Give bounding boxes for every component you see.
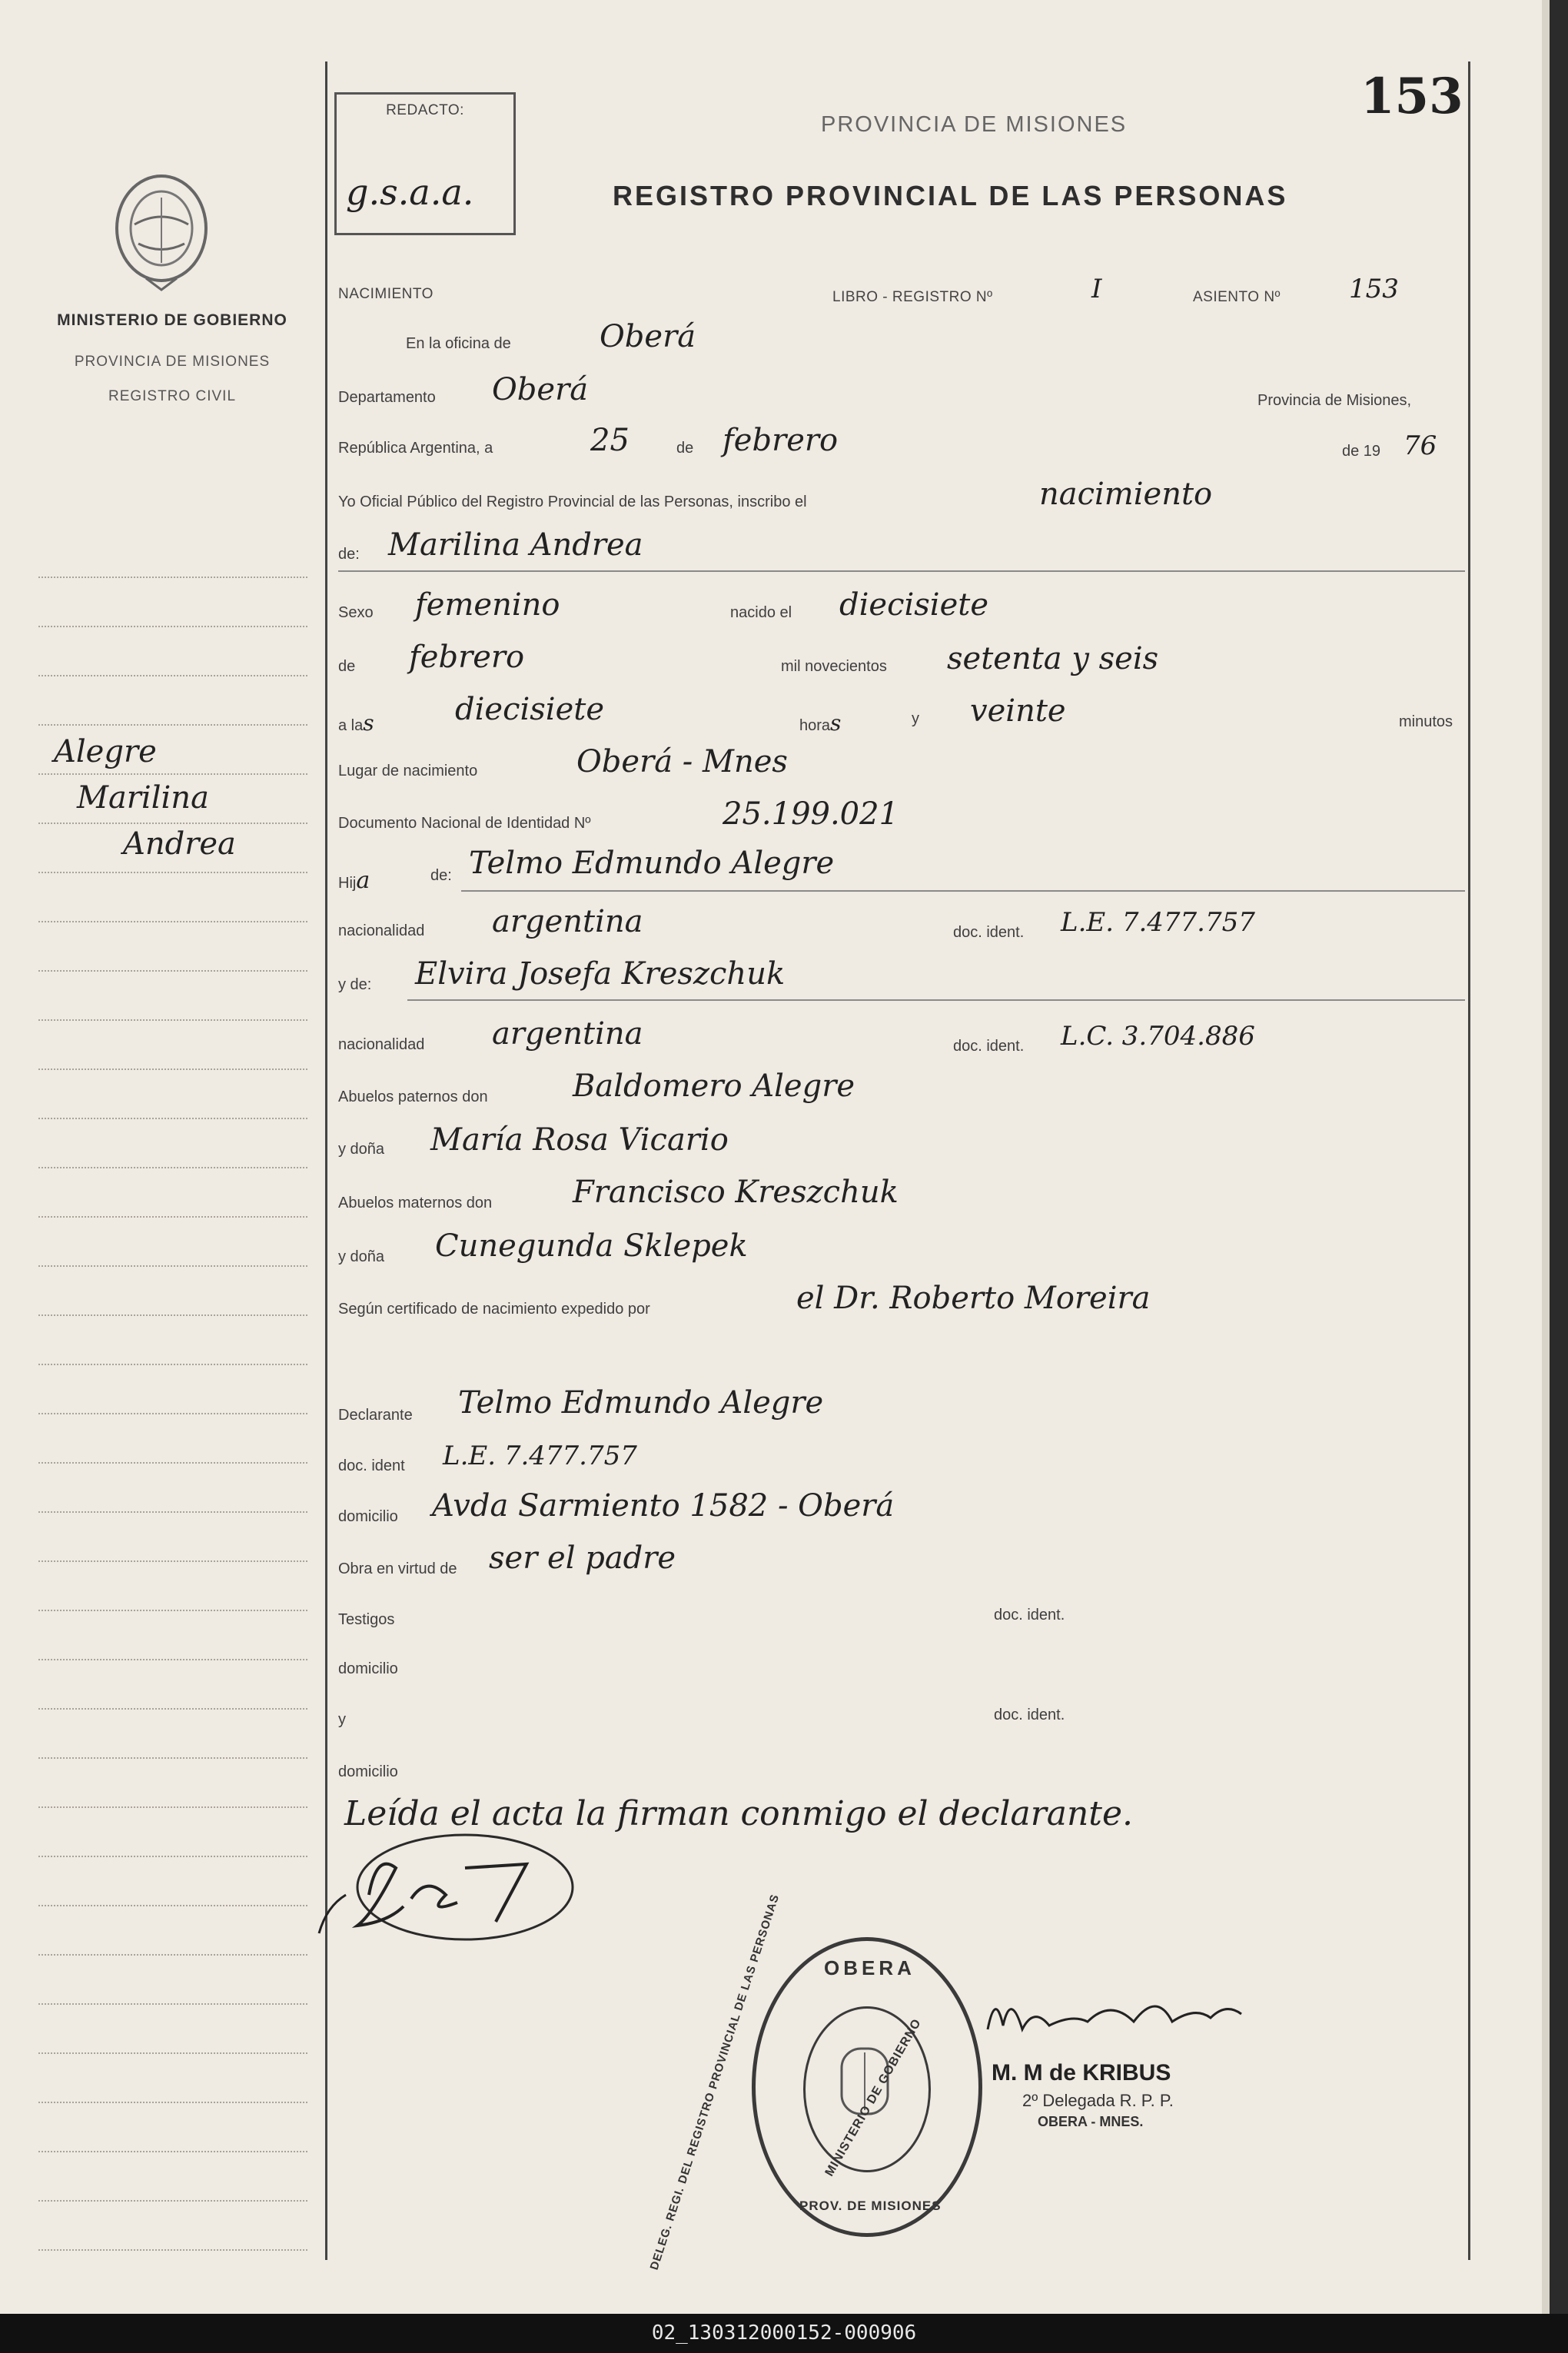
- margin-dotted-line: [38, 2249, 307, 2251]
- minutos-value: veinte: [970, 693, 1066, 729]
- republica-label: República Argentina, a: [338, 440, 493, 457]
- margin-dotted-line: [38, 1413, 307, 1414]
- asiento-value: 153: [1349, 274, 1399, 304]
- docident-label: doc. ident: [338, 1457, 405, 1474]
- mil-label: mil novecientos: [781, 658, 887, 675]
- anio-prefix: de 19: [1342, 443, 1381, 460]
- margin-dotted-line: [38, 1511, 307, 1513]
- de-label: de: [676, 440, 694, 457]
- hijo-label: [338, 867, 370, 894]
- hijo-text: Hij: [338, 875, 357, 892]
- dia-value: 25: [590, 423, 630, 458]
- margin-dotted-line: [38, 970, 307, 972]
- dom3-label: domicilio: [338, 1763, 398, 1780]
- libro-label: LIBRO - REGISTRO Nº: [832, 289, 993, 305]
- horas-text: hora: [799, 717, 831, 734]
- de-nombre-label: de:: [338, 546, 360, 563]
- doc2-label: doc. ident.: [953, 1038, 1025, 1055]
- libro-value: I: [1091, 274, 1102, 304]
- nac2-label: nacionalidad: [338, 1036, 425, 1053]
- padre-value: Telmo Edmundo Alegre: [469, 846, 835, 881]
- margin-note-line-3: Andrea: [123, 826, 236, 862]
- madre-value: Elvira Josefa Kreszchuk: [415, 956, 786, 992]
- anio-value: 76: [1404, 430, 1437, 461]
- testigos-doc-label: doc. ident.: [994, 1607, 1065, 1624]
- minutos-label: minutos: [1399, 713, 1453, 730]
- margin-dotted-line: [38, 1364, 307, 1365]
- margin-note-line-1: Alegre: [54, 734, 157, 769]
- mes2-value: febrero: [409, 640, 525, 675]
- stamp-top-text: OBERA: [824, 1956, 915, 1979]
- abuelos-mat-label: Abuelos maternos don: [338, 1195, 493, 1211]
- oficial-value: nacimiento: [1039, 477, 1213, 512]
- sexo-label: Sexo: [338, 604, 374, 621]
- hora-value: diecisiete: [455, 692, 605, 727]
- nombre-value: Marilina Andrea: [388, 527, 643, 563]
- abuela-mat-value: Cunegunda Sklepek: [435, 1228, 748, 1264]
- mil-value: setenta y seis: [947, 641, 1159, 676]
- redacto-label: REDACTO:: [386, 102, 464, 118]
- departamento-value: Oberá: [492, 372, 589, 407]
- abuela-pat-value: María Rosa Vicario: [430, 1122, 729, 1158]
- yde-label: y de:: [338, 976, 372, 993]
- testigos-label: Testigos: [338, 1611, 395, 1628]
- nac1-value: argentina: [492, 904, 643, 939]
- margin-dotted-line: [38, 2102, 307, 2103]
- margin-dotted-line: [38, 2003, 307, 2005]
- margin-dotted-line: [38, 1462, 307, 1464]
- margin-dotted-line: [38, 1905, 307, 1906]
- alas-label: [338, 710, 374, 736]
- margin-dotted-line: [38, 872, 307, 873]
- margin-dotted-line: [38, 1954, 307, 1956]
- padre-rule: [461, 890, 1465, 892]
- margin-dotted-line: [38, 2052, 307, 2054]
- margin-dotted-line: [38, 675, 307, 676]
- margin-dotted-line: [38, 1610, 307, 1611]
- lugar-label: Lugar de nacimiento: [338, 763, 478, 779]
- mes-value: febrero: [723, 423, 839, 458]
- record-type: NACIMIENTO: [338, 286, 434, 302]
- horas-label: [799, 710, 841, 736]
- nacido-value: diecisiete: [839, 587, 989, 623]
- dni-label: Documento Nacional de Identidad Nº: [338, 815, 591, 832]
- alas-text: a la: [338, 717, 364, 734]
- margin-dotted-line: [38, 1068, 307, 1070]
- oficina-value: Oberá: [600, 319, 696, 354]
- asiento-label: ASIENTO Nº: [1193, 289, 1281, 305]
- sexo-value: femenino: [415, 587, 560, 623]
- leida-text: Leída el acta la firman conmigo el declarante.: [344, 1794, 1134, 1833]
- abuelo-pat-value: Baldomero Alegre: [573, 1068, 855, 1104]
- margin-dotted-line: [38, 1708, 307, 1710]
- registrar-signature-icon: [980, 1983, 1257, 2045]
- certificado-value: el Dr. Roberto Moreira: [796, 1281, 1151, 1316]
- margin-dotted-line: [38, 724, 307, 726]
- registrar-role: 2º Delegada R. P. P.: [1022, 2091, 1174, 2110]
- sidebar-ministry: MINISTERIO DE GOBIERNO: [57, 311, 287, 329]
- margin-dotted-line: [38, 626, 307, 627]
- de2-label: de: [338, 658, 356, 675]
- hijo-suffix: a: [356, 867, 370, 894]
- margin-dotted-line: [38, 1806, 307, 1808]
- y2-label: y: [338, 1711, 346, 1728]
- doc1-value: L.E. 7.477.757: [1061, 907, 1255, 938]
- registrar-name: M. M de KRIBUS: [992, 2060, 1171, 2085]
- page-title: REGISTRO PROVINCIAL DE LAS PERSONAS: [613, 180, 1288, 211]
- sidebar-registry: REGISTRO CIVIL: [108, 388, 237, 404]
- sidebar-province: PROVINCIA DE MISIONES: [74, 354, 271, 370]
- domicilio-label: domicilio: [338, 1508, 398, 1525]
- header-province: PROVINCIA DE MISIONES: [821, 112, 1128, 137]
- margin-dotted-line: [38, 1856, 307, 1857]
- certificado-label: Según certificado de nacimiento expedido por: [338, 1301, 650, 1318]
- margin-dotted-line: [38, 1265, 307, 1267]
- madre-rule: [407, 999, 1465, 1001]
- declarante-value: Telmo Edmundo Alegre: [458, 1385, 824, 1421]
- dni-value: 25.199.021: [723, 796, 899, 832]
- margin-dotted-line: [38, 2200, 307, 2202]
- nacido-label: nacido el: [730, 604, 792, 621]
- provincia-label: Provincia de Misiones,: [1257, 392, 1412, 409]
- redacto-value: g.s.a.a.: [346, 171, 474, 213]
- docident-value: L.E. 7.477.757: [443, 1441, 637, 1471]
- domicilio-value: Avda Sarmiento 1582 - Oberá: [432, 1488, 895, 1524]
- right-margin-rule: [1468, 61, 1470, 2260]
- horas-suffix: s: [830, 710, 842, 736]
- footer-image-id: 02_130312000152-000906: [0, 2314, 1568, 2353]
- declarante-label: Declarante: [338, 1407, 413, 1424]
- coat-of-arms-icon: [104, 171, 219, 294]
- margin-dotted-line: [38, 1757, 307, 1759]
- abuelo-mat-value: Francisco Kreszchuk: [573, 1175, 899, 1210]
- declarant-signature-icon: [311, 1822, 588, 1953]
- ydona1-label: y doña: [338, 1141, 385, 1158]
- margin-dotted-line: [38, 2151, 307, 2152]
- margin-note-line-2: Marilina: [77, 780, 209, 816]
- margin-dotted-line: [38, 1560, 307, 1562]
- registrar-place: OBERA - MNES.: [1038, 2114, 1144, 2129]
- margin-dotted-line: [38, 1167, 307, 1168]
- margin-dotted-line: [38, 1118, 307, 1119]
- y2-doc-label: doc. ident.: [994, 1707, 1065, 1723]
- stamp-inner-text: MINISTERIO DE GOBIERNO: [822, 2016, 925, 2179]
- hijo-de-label: de:: [430, 867, 452, 884]
- margin-dotted-line: [38, 1314, 307, 1316]
- margin-dotted-line: [38, 773, 307, 775]
- margin-dotted-line: [38, 823, 307, 824]
- stamp-left-text: DELEG. REGI. DEL REGISTRO PROVINCIAL DE LAS PERSONAS: [647, 1892, 782, 2272]
- stamp-bottom-text: PROV. DE MISIONES: [799, 2198, 942, 2213]
- lugar-value: Oberá - Mnes: [576, 744, 788, 779]
- oficial-label: Yo Oficial Público del Registro Provincial de las Personas, inscribo el: [338, 494, 807, 510]
- doc2-value: L.C. 3.704.886: [1061, 1021, 1255, 1052]
- ydona2-label: y doña: [338, 1248, 385, 1265]
- binding-edge: [1550, 0, 1568, 2314]
- y-label: y: [912, 710, 919, 727]
- margin-dotted-line: [38, 1659, 307, 1660]
- page-edge: [1542, 0, 1550, 2314]
- margin-dotted-line: [38, 1216, 307, 1218]
- name-rule: [338, 570, 1465, 572]
- nac1-label: nacionalidad: [338, 922, 425, 939]
- obra-label: Obra en virtud de: [338, 1560, 457, 1577]
- departamento-label: Departamento: [338, 389, 436, 406]
- margin-dotted-line: [38, 1019, 307, 1021]
- alas-suffix: s: [363, 710, 374, 736]
- testigos-dom-label: domicilio: [338, 1660, 398, 1677]
- margin-dotted-line: [38, 577, 307, 578]
- page-number: 153: [1360, 68, 1463, 125]
- oficina-label: En la oficina de: [406, 335, 511, 352]
- abuelos-pat-label: Abuelos paternos don: [338, 1088, 488, 1105]
- nac2-value: argentina: [492, 1016, 643, 1052]
- obra-value: ser el padre: [489, 1540, 676, 1576]
- redacto-box: [334, 92, 516, 235]
- margin-dotted-line: [38, 921, 307, 922]
- doc1-label: doc. ident.: [953, 924, 1025, 941]
